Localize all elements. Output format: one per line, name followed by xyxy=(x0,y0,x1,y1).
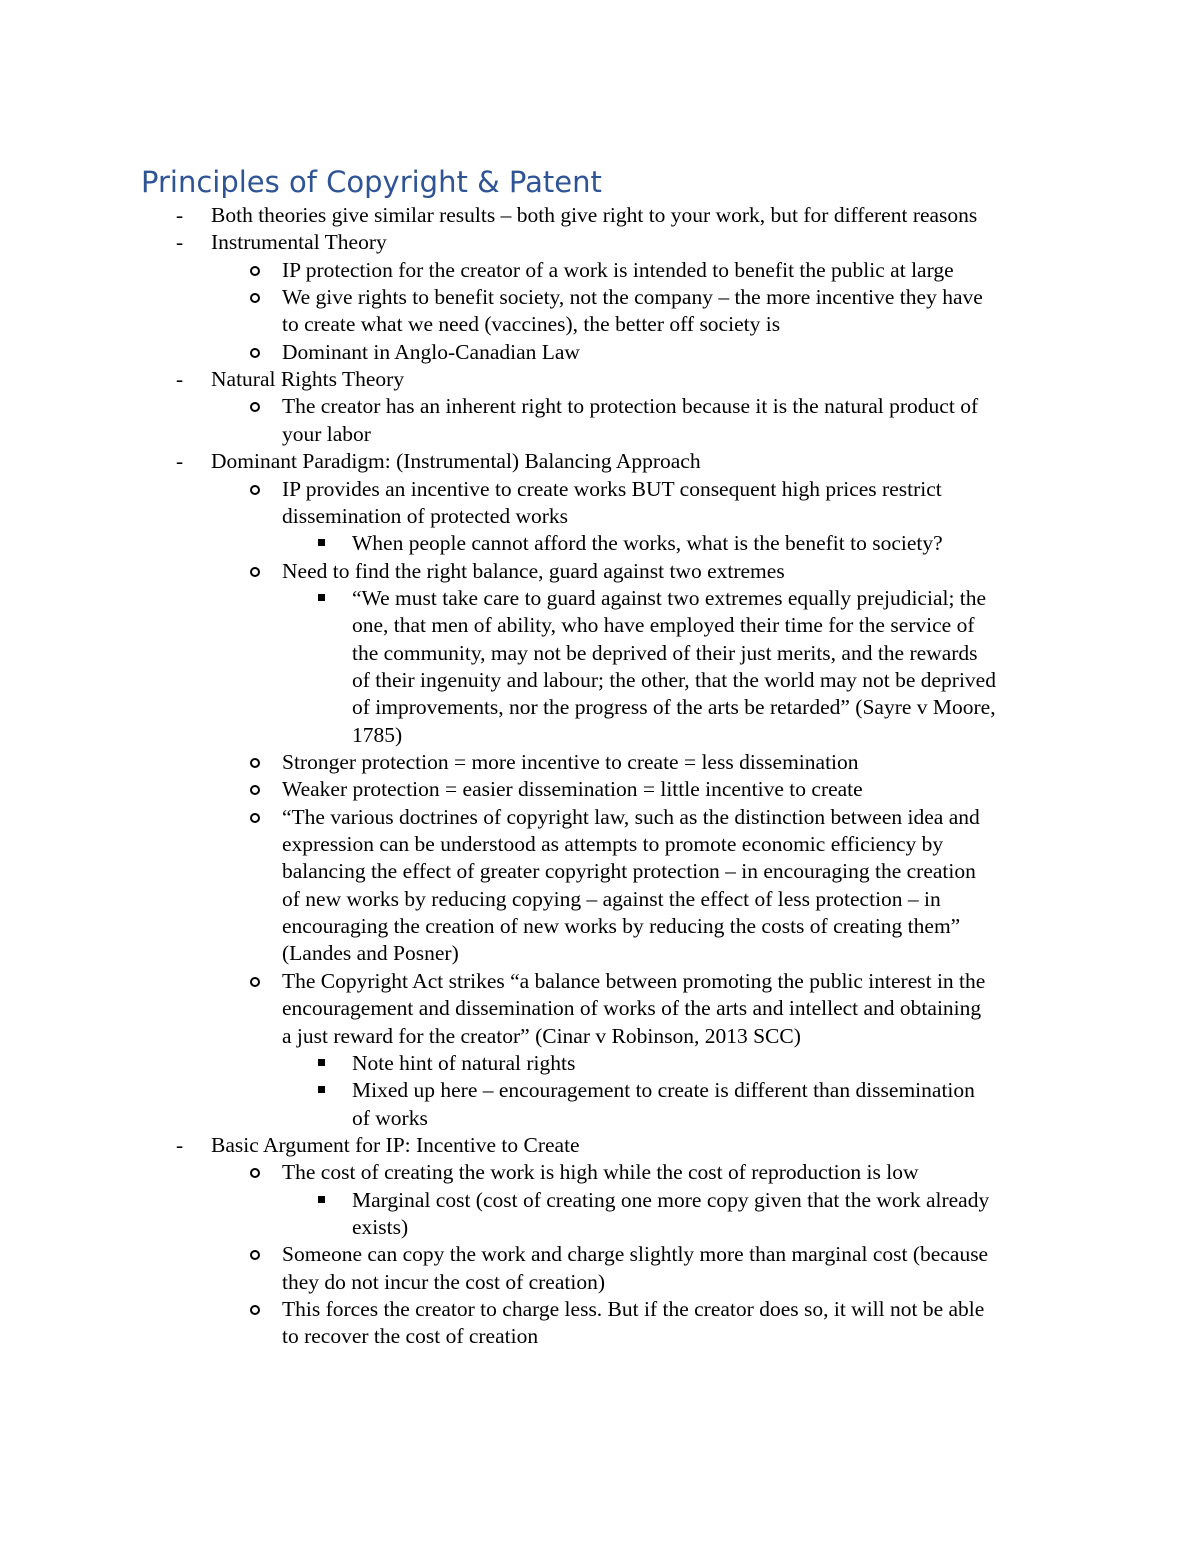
list-item-text: The creator has an inherent right to protection because it is the natural product of xyxy=(282,394,979,419)
list-item-continuation: encouragement and dissemination of works of the arts and intellect and obtaining xyxy=(282,996,982,1021)
square-bullet xyxy=(318,594,325,601)
list-item-continuation: a just reward for the creator” (Cinar v Robinson, 2013 SCC) xyxy=(282,1023,801,1048)
list-item-text: Dominant Paradigm: (Instrumental) Balancing Approach xyxy=(211,449,701,474)
square-bullet xyxy=(318,1086,325,1093)
square-bullet xyxy=(318,1059,325,1066)
list-item-text: Mixed up here – encouragement to create is different than dissemination xyxy=(352,1078,975,1103)
list-item-text: Marginal cost (cost of creating one more copy given that the work already xyxy=(352,1187,990,1212)
hollow-circle-bullet xyxy=(250,266,260,276)
list-item-continuation: of improvements, nor the progress of the arts be retarded” (Sayre v Moore, xyxy=(352,695,996,720)
list-item-text: This forces the creator to charge less. But if the creator does so, it will not be able xyxy=(282,1297,985,1321)
square-bullet xyxy=(318,1196,325,1203)
list-item-text: “The various doctrines of copyright law, such as the distinction between idea and xyxy=(282,804,980,829)
dash-bullet: - xyxy=(176,367,184,392)
dash-bullet: - xyxy=(176,203,184,227)
list-item-text: Basic Argument for IP: Incentive to Create xyxy=(211,1132,580,1157)
list-item-text: Someone can copy the work and charge slightly more than marginal cost (because xyxy=(282,1242,989,1267)
hollow-circle-bullet xyxy=(250,348,260,358)
dash-bullet: - xyxy=(176,449,184,474)
list-item-continuation: expression can be understood as attempts to promote economic efficiency by xyxy=(282,832,944,857)
list-item-text: The cost of creating the work is high while the cost of reproduction is low xyxy=(282,1160,919,1185)
list-item-continuation: of their ingenuity and labour; the other, that the world may not be deprived xyxy=(352,667,996,692)
list-item-text: Instrumental Theory xyxy=(211,230,387,255)
hollow-circle-bullet xyxy=(250,977,260,987)
list-item-continuation: 1785) xyxy=(352,722,403,747)
list-item-continuation: the community, may not be deprived of their just merits, and the rewards xyxy=(352,640,978,665)
hollow-circle-bullet xyxy=(250,293,260,303)
list-item-continuation: encouraging the creation of new works by reducing the costs of creating them” xyxy=(282,914,961,939)
list-item-continuation: of works xyxy=(352,1105,428,1130)
list-item-text: We give rights to benefit society, not the company – the more incentive they have xyxy=(282,285,983,310)
list-item-continuation: to recover the cost of creation xyxy=(282,1324,539,1349)
list-item-text: IP provides an incentive to create works BUT consequent high prices restrict xyxy=(282,476,942,501)
list-item-continuation: to create what we need (vaccines), the better off society is xyxy=(282,312,781,337)
list-item-continuation: dissemination of protected works xyxy=(282,503,569,528)
list-item-text: Natural Rights Theory xyxy=(211,367,405,392)
list-item-continuation: of new works by reducing copying – against the effect of less protection – in xyxy=(282,886,941,911)
square-bullet xyxy=(318,539,325,546)
list-item-continuation: they do not incur the cost of creation) xyxy=(282,1269,605,1294)
hollow-circle-bullet xyxy=(250,485,260,495)
list-item-continuation: your labor xyxy=(282,421,371,446)
list-item-text: Note hint of natural rights xyxy=(352,1050,576,1075)
list-item-continuation: one, that men of ability, who have employed their time for the service of xyxy=(352,613,975,638)
list-item-text: Weaker protection = easier dissemination = little incentive to create xyxy=(282,777,863,802)
page-title: Principles of Copyright & Patent xyxy=(141,165,602,199)
hollow-circle-bullet xyxy=(250,758,260,768)
list-item-continuation: (Landes and Posner) xyxy=(282,941,459,966)
dash-bullet: - xyxy=(176,230,184,255)
list-item-text: Stronger protection = more incentive to create = less dissemination xyxy=(282,750,859,774)
list-item-text: The Copyright Act strikes “a balance between promoting the public interest in the xyxy=(282,968,986,993)
list-item-text: “We must take care to guard against two extremes equally prejudicial; the xyxy=(352,585,987,610)
list-item-continuation: balancing the effect of greater copyright protection – in encouraging the creation xyxy=(282,859,976,884)
hollow-circle-bullet xyxy=(250,813,260,823)
hollow-circle-bullet xyxy=(250,1305,260,1315)
list-item-text: IP protection for the creator of a work is intended to benefit the public at large xyxy=(282,257,954,282)
list-item-text: Both theories give similar results – both give right to your work, but for different reasons xyxy=(211,203,978,227)
list-item-text: Dominant in Anglo-Canadian Law xyxy=(282,339,580,364)
hollow-circle-bullet xyxy=(250,402,260,412)
list-item-text: Need to find the right balance, guard against two extremes xyxy=(282,558,785,583)
hollow-circle-bullet xyxy=(250,567,260,577)
hollow-circle-bullet xyxy=(250,1168,260,1178)
hollow-circle-bullet xyxy=(250,1250,260,1260)
list-item-continuation: exists) xyxy=(352,1214,409,1239)
dash-bullet: - xyxy=(176,1132,184,1157)
hollow-circle-bullet xyxy=(250,785,260,795)
list-item-text: When people cannot afford the works, what is the benefit to society? xyxy=(352,531,943,556)
